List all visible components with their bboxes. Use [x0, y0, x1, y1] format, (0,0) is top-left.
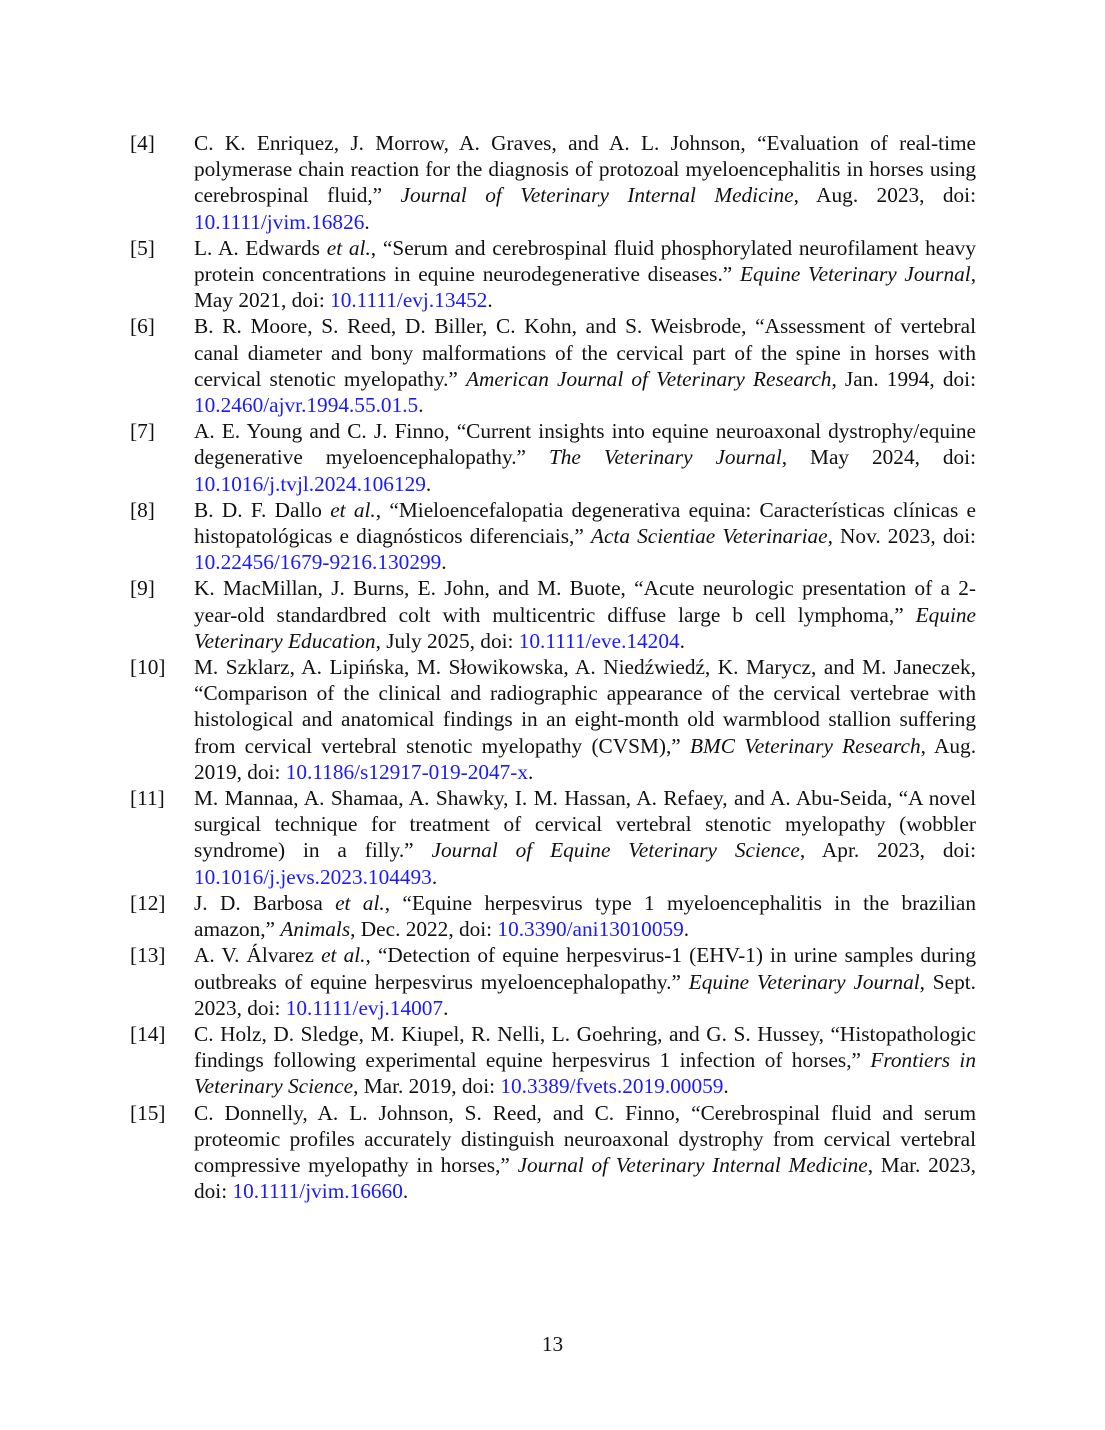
- doi-link[interactable]: 10.1111/jvim.16660: [232, 1179, 403, 1204]
- reference-journal: Animals: [280, 917, 351, 942]
- reference-body: [194, 131, 976, 234]
- doi-link[interactable]: 10.1016/j.tvjl.2024.106129: [194, 471, 426, 496]
- reference-body: [194, 314, 976, 417]
- reference-date: , Mar. 2023, doi:: [194, 1152, 977, 1204]
- reference-end: .: [364, 209, 370, 234]
- page-number: 13: [541, 1332, 564, 1356]
- reference-label: [8]: [130, 497, 155, 522]
- reference-body: [194, 419, 976, 495]
- reference-journal: Journal of Veterinary Internal Medicine: [517, 1152, 868, 1177]
- reference-body: [194, 1022, 976, 1098]
- reference-body: [194, 655, 976, 784]
- reference-etal: et al.: [321, 943, 366, 968]
- reference-end: .: [431, 864, 438, 889]
- reference-end: .: [418, 393, 424, 418]
- reference-authors: C. Holz, D. Sledge, M. Kiupel, R. Nelli, L. Goehring, and G. S. Hussey,: [194, 1021, 831, 1046]
- reference-body: [194, 1101, 976, 1204]
- reference-item: [130, 313, 976, 418]
- reference-title: “Histopathologic findings following experimental equine herpesvirus 1 infection of horses,”: [194, 1021, 976, 1073]
- reference-journal: Equine Veterinary Journal: [688, 969, 920, 994]
- reference-etal: et al.: [326, 235, 371, 260]
- reference-authors: J. D. Barbosa: [194, 890, 336, 915]
- doi-link[interactable]: 10.1016/j.jevs.2023.104493: [194, 864, 432, 889]
- reference-body: [194, 498, 976, 574]
- reference-title: “Cerebrospinal fluid and serum proteomic profiles accurately distinguish neuroaxonal dystrophy from cervical vertebral compressive myelopathy in horses,”: [194, 1100, 977, 1177]
- reference-title: “Acute neurologic presentation of a 2-year-old standardbred colt with multicentric diffuse large b cell lymphoma,”: [194, 576, 977, 627]
- reference-title: “A novel surgical technique for treatment of cervical vertebral stenotic myelopathy (wobbler syndrome) in a filly.”: [194, 786, 977, 863]
- reference-journal: Equine Veterinary Education: [194, 602, 976, 653]
- reference-journal: Journal of Equine Veterinary Science: [431, 838, 800, 863]
- reference-date: , Sept. 2023, doi:: [194, 969, 976, 1020]
- reference-end: .: [723, 1074, 729, 1099]
- reference-end: .: [425, 471, 432, 496]
- reference-item: [130, 235, 976, 314]
- reference-date: , Dec. 2022, doi:: [350, 917, 498, 942]
- reference-body: [194, 576, 976, 652]
- reference-body: [194, 786, 976, 889]
- reference-item: [130, 497, 976, 576]
- reference-item: [130, 1021, 976, 1100]
- reference-date: , July 2025, doi:: [375, 628, 519, 653]
- reference-label: [4]: [130, 131, 155, 155]
- doi-link[interactable]: 10.1111/evj.13452: [330, 288, 488, 313]
- reference-label: [12]: [130, 890, 166, 915]
- doi-link[interactable]: 10.22456/1679-9216.130299: [194, 550, 442, 575]
- doi-link[interactable]: 10.3390/ani13010059: [497, 917, 684, 942]
- reference-title: “Current insights into equine neuroaxonal dystrophy/equine degenerative myeloencephalopathy.”: [194, 419, 976, 470]
- reference-label: [13]: [130, 943, 166, 968]
- reference-date: , Apr. 2023, doi:: [799, 838, 976, 863]
- reference-label: [6]: [130, 314, 155, 339]
- reference-item: [130, 890, 976, 942]
- doi-link[interactable]: 10.1111/eve.14204: [518, 628, 680, 653]
- doi-link[interactable]: 10.1186/s12917-019-2047-x: [285, 759, 529, 784]
- reference-label: [9]: [130, 576, 155, 601]
- reference-date: , Aug. 2019, doi:: [194, 733, 977, 784]
- reference-date: , Aug. 2023, doi:: [793, 183, 977, 208]
- reference-title: , “Equine herpesvirus type 1 myeloencephalitis in the brazilian amazon,”: [194, 890, 976, 942]
- reference-body: [194, 236, 976, 312]
- reference-end: .: [487, 288, 493, 313]
- doi-link[interactable]: 10.1111/evj.14007: [285, 995, 444, 1020]
- reference-label: [11]: [130, 786, 165, 811]
- reference-body: [194, 891, 976, 941]
- reference-label: [5]: [130, 235, 155, 260]
- reference-item: [130, 785, 976, 890]
- reference-authors: K. MacMillan, J. Burns, E. John, and M. Buote,: [194, 576, 635, 601]
- reference-date: , Mar. 2019, doi:: [353, 1074, 501, 1099]
- reference-journal: Journal of Veterinary Internal Medicine: [400, 183, 794, 208]
- reference-authors: A. E. Young and C. J. Finno,: [194, 419, 457, 444]
- reference-end: .: [402, 1179, 409, 1204]
- reference-item: [130, 418, 976, 497]
- reference-authors: L. A. Edwards: [194, 235, 327, 260]
- reference-authors: C. K. Enriquez, J. Morrow, A. Graves, and A. L. Johnson,: [194, 131, 758, 155]
- reference-authors: M. Szklarz, A. Lipińska, M. Słowikowska, A. Niedźwiedź, K. Marycz, and M. Janeczek,: [194, 655, 976, 680]
- reference-end: .: [679, 628, 685, 653]
- reference-item: [130, 575, 976, 654]
- doi-link[interactable]: 10.1111/jvim.16826: [194, 209, 365, 234]
- reference-title: , “Detection of equine herpesvirus-1 (EHV-1) in urine samples during outbreaks of equine herpesvirus myeloencephalopathy.”: [194, 943, 976, 994]
- reference-authors: B. D. F. Dallo: [194, 497, 331, 522]
- reference-authors: M. Mannaa, A. Shamaa, A. Shawky, I. M. Hassan, A. Refaey, and A. Abu-Seida,: [194, 786, 899, 811]
- reference-title: “Evaluation of real-time polymerase chain reaction for the diagnosis of protozoal myeloencephalitis in horses using cerebrospinal fluid,”: [194, 131, 977, 208]
- reference-label: [14]: [130, 1021, 166, 1046]
- reference-label: [10]: [130, 655, 166, 680]
- reference-end: .: [443, 995, 449, 1020]
- doi-link[interactable]: 10.2460/ajvr.1994.55.01.5: [194, 393, 419, 418]
- reference-journal: The Veterinary Journal: [548, 445, 782, 470]
- reference-date: , Nov. 2023, doi:: [827, 524, 976, 549]
- reference-end: .: [528, 759, 534, 784]
- reference-title: “Assessment of vertebral canal diameter and bony malformations of the cervical part of the spine in horses with cervical stenotic myelopathy.”: [194, 314, 976, 391]
- reference-authors: A. V. Álvarez: [194, 943, 322, 968]
- reference-body: [194, 943, 976, 1019]
- reference-journal: Acta Scientiae Veterinariae: [590, 524, 828, 549]
- reference-date: , May 2021, doi:: [194, 262, 977, 313]
- reference-journal: American Journal of Veterinary Research: [466, 366, 832, 391]
- reference-journal: Frontiers in Veterinary Science: [194, 1048, 976, 1099]
- reference-date: , May 2024, doi:: [781, 445, 976, 470]
- doi-link[interactable]: 10.3389/fvets.2019.00059: [500, 1074, 724, 1099]
- reference-title: , “Serum and cerebrospinal fluid phosphorylated neurofilament heavy protein concentrations in equine neurodegenerative diseases.”: [194, 235, 976, 287]
- reference-etal: et al.: [335, 890, 385, 915]
- reference-end: .: [683, 917, 690, 942]
- reference-item: [130, 942, 976, 1021]
- reference-title: “Comparison of the clinical and radiographic appearance of the cervical vertebrae with histological and anatomical findings in an eight-month old warmblood stallion suffering from cervical vertebral stenotic myelopathy (CVSM),”: [194, 681, 976, 758]
- reference-label: [15]: [130, 1100, 166, 1125]
- reference-title: , “Mieloencefalopatia degenerativa equina: Características clínicas e histopatológicas e diagnósticos diferenciais,”: [194, 497, 976, 549]
- reference-list: [130, 130, 976, 1204]
- reference-authors: C. Donnelly, A. L. Johnson, S. Reed, and C. Finno,: [194, 1100, 692, 1125]
- reference-journal: Equine Veterinary Journal: [739, 262, 971, 287]
- reference-item: [130, 130, 976, 235]
- reference-etal: et al.: [330, 497, 376, 522]
- reference-journal: BMC Veterinary Research: [690, 733, 921, 758]
- reference-item: [130, 654, 976, 785]
- reference-date: , Jan. 1994, doi:: [831, 366, 977, 391]
- reference-label: [7]: [130, 419, 155, 444]
- reference-authors: B. R. Moore, S. Reed, D. Biller, C. Kohn, and S. Weisbrode,: [194, 314, 756, 339]
- reference-end: .: [441, 550, 447, 575]
- reference-item: [130, 1100, 976, 1205]
